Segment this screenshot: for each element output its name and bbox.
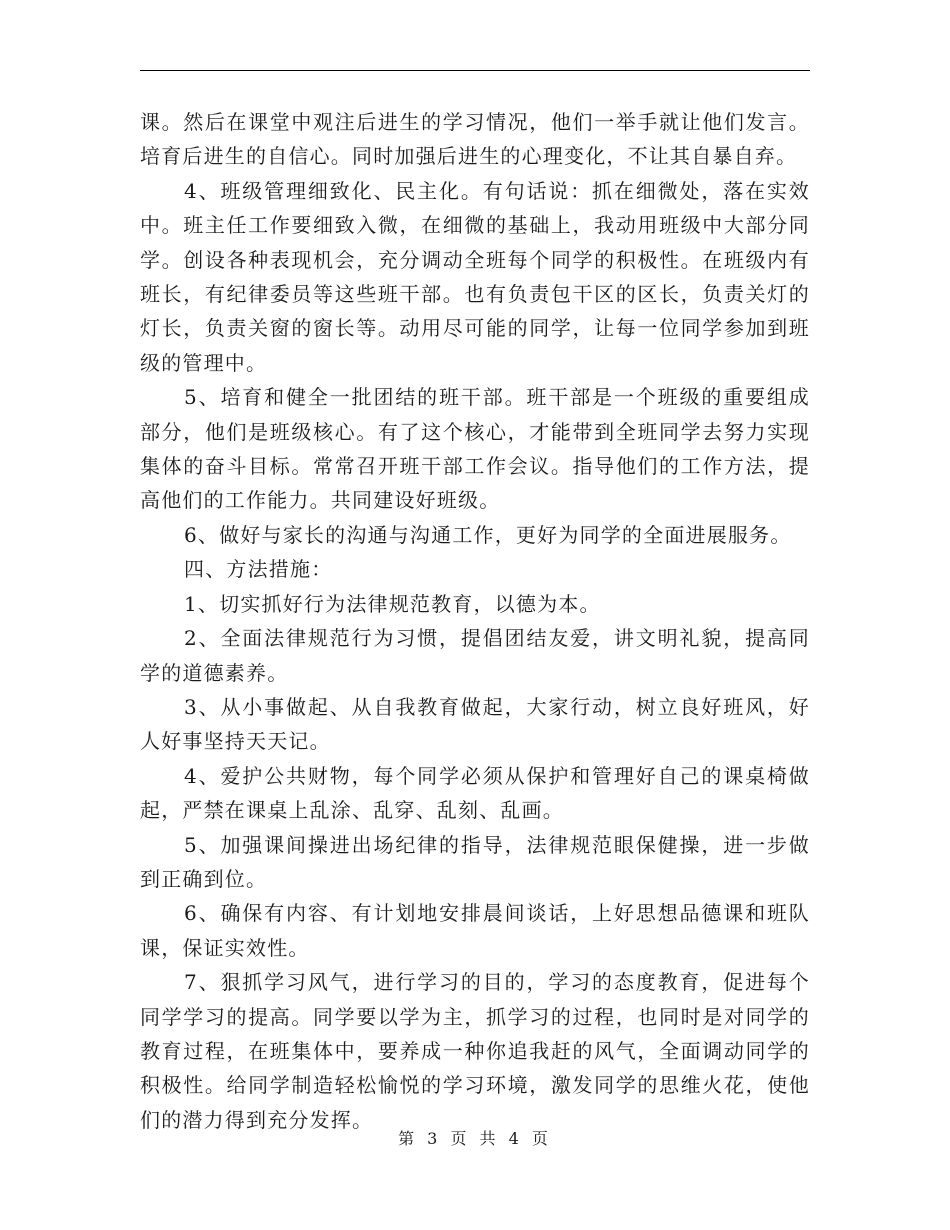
header-rule — [140, 70, 810, 71]
paragraph: 6、做好与家长的沟通与沟通工作，更好为同学的全面进展服务。 — [184, 522, 792, 547]
paragraph: 5、加强课间操进出场纪律的指导，法律规范眼保健操，进一步做到正确到位。 — [140, 832, 810, 891]
page-number: 第 3 页 共 4 页 — [398, 1129, 552, 1148]
paragraph: 课。然后在课堂中观注后进生的学习情况，他们一举手就让他们发言。培育后进生的自信心。同时加强后进生的心理变化，不让其自暴自弃。 — [140, 110, 810, 169]
paragraph: 5、培育和健全一批团结的班干部。班干部是一个班级的重要组成部分，他们是班级核心。有了这个核心，才能带到全班同学去努力实现集体的奋斗目标。常常召开班干部工作会议。指导他们的工作方法，提高他们的工作能力。共同建设好班级。 — [140, 385, 810, 513]
paragraph: 7、狠抓学习风气，进行学习的目的，学习的态度教育，促进每个同学学习的提高。同学要以学为主，抓学习的过程，也同时是对同学的教育过程，在班集体中，要养成一种你追我赶的风气，全面调动同学的积极性。给同学制造轻松愉悦的学习环境，激发同学的思维火花，使他们的潜力得到充分发挥。 — [140, 970, 810, 1132]
paragraph: 4、爱护公共财物，每个同学必须从保护和管理好自己的课桌椅做起，严禁在课桌上乱涂、乱穿、乱刻、乱画。 — [140, 763, 810, 823]
document-body — [140, 105, 810, 1137]
section-heading: 四、方法措施： — [184, 557, 333, 582]
paragraph: 2、全面法律规范行为习惯，提倡团结友爱，讲文明礼貌，提高同学的道德素养。 — [140, 626, 810, 685]
paragraph: 6、确保有内容、有计划地安排晨间谈话，上好思想品德课和班队课，保证实效性。 — [140, 901, 810, 960]
paragraph: 1、切实抓好行为法律规范教育，以德为本。 — [184, 591, 601, 616]
paragraph: 3、从小事做起、从自我教育做起，大家行动，树立良好班风，好人好事坚持天天记。 — [140, 694, 810, 754]
paragraph: 4、班级管理细致化、民主化。有句话说：抓在细微处，落在实效中。班主任工作要细致入微，在细微的基础上，我动用班级中大部分同学。创设各种表现机会，充分调动全班每个同学的积极性。在班级内有班长，有纪律委员等这些班干部。也有负责包干区的区长，负责关灯的灯长，负责关窗的窗长等。动用尽可能的同学，让每一位同学参加到班级的管理中。 — [140, 178, 810, 375]
